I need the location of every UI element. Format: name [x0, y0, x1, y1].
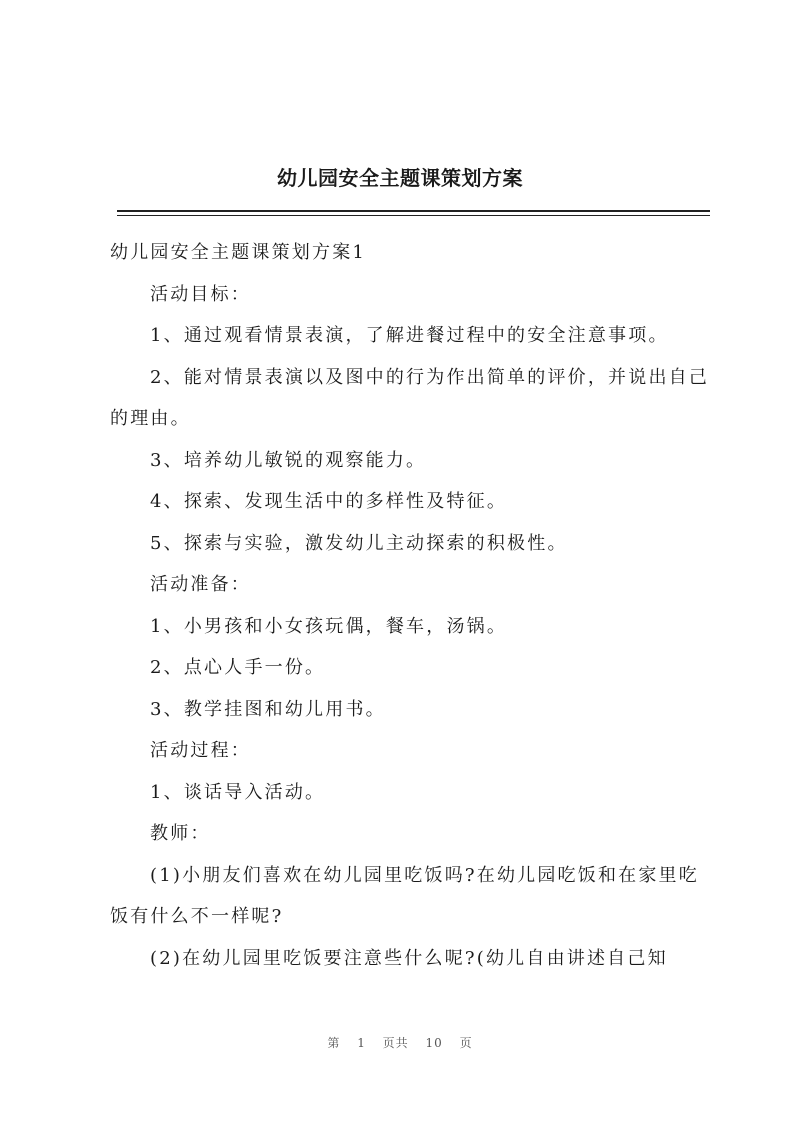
title-underline-thin: [117, 215, 710, 216]
paragraph: 1、谈话导入活动。: [150, 781, 326, 803]
page-footer: [0, 1034, 800, 1051]
paragraph: 活动目标：: [150, 283, 251, 305]
footer-total-pages: 10: [425, 1036, 443, 1050]
paragraph: 幼儿园安全主题课策划方案1: [110, 242, 367, 263]
footer-current-page: 1: [357, 1036, 366, 1050]
footer-page-mid: 页共: [382, 1036, 409, 1050]
title-underline-thick: [117, 210, 710, 212]
paragraph: 活动过程：: [150, 740, 251, 761]
paragraph: 1、通过观看情景表演，了解进餐过程中的安全注意事项。: [150, 325, 669, 346]
document-title: 幼儿园安全主题课策划方案: [277, 166, 523, 190]
document-body: [110, 232, 710, 979]
paragraph: 4、探索、发现生活中的多样性及特征。: [150, 491, 508, 512]
paragraph: 3、培养幼儿敏锐的观察能力。: [150, 449, 427, 471]
paragraph: 活动准备：: [150, 574, 251, 595]
paragraph: (1)小朋友们喜欢在幼儿园里吃饭吗?在幼儿园吃饭和在家里吃饭有什么不一样呢?: [110, 864, 699, 927]
paragraph: 3、教学挂图和幼儿用书。: [150, 698, 386, 720]
footer-page-prefix: 第: [327, 1036, 341, 1050]
paragraph: 1、小男孩和小女孩玩偶，餐车，汤锅。: [150, 615, 508, 637]
paragraph: 2、点心人手一份。: [150, 657, 326, 678]
footer-page-suffix: 页: [459, 1036, 473, 1050]
paragraph: (2)在幼儿园里吃饭要注意些什么呢?(幼儿自由讲述自己知: [150, 947, 668, 969]
paragraph: 2、能对情景表演以及图中的行为作出简单的评价，并说出自己的理由。: [110, 366, 710, 429]
paragraph: 5、探索与实验，激发幼儿主动探索的积极性。: [150, 532, 568, 554]
paragraph: 教师：: [150, 823, 211, 844]
